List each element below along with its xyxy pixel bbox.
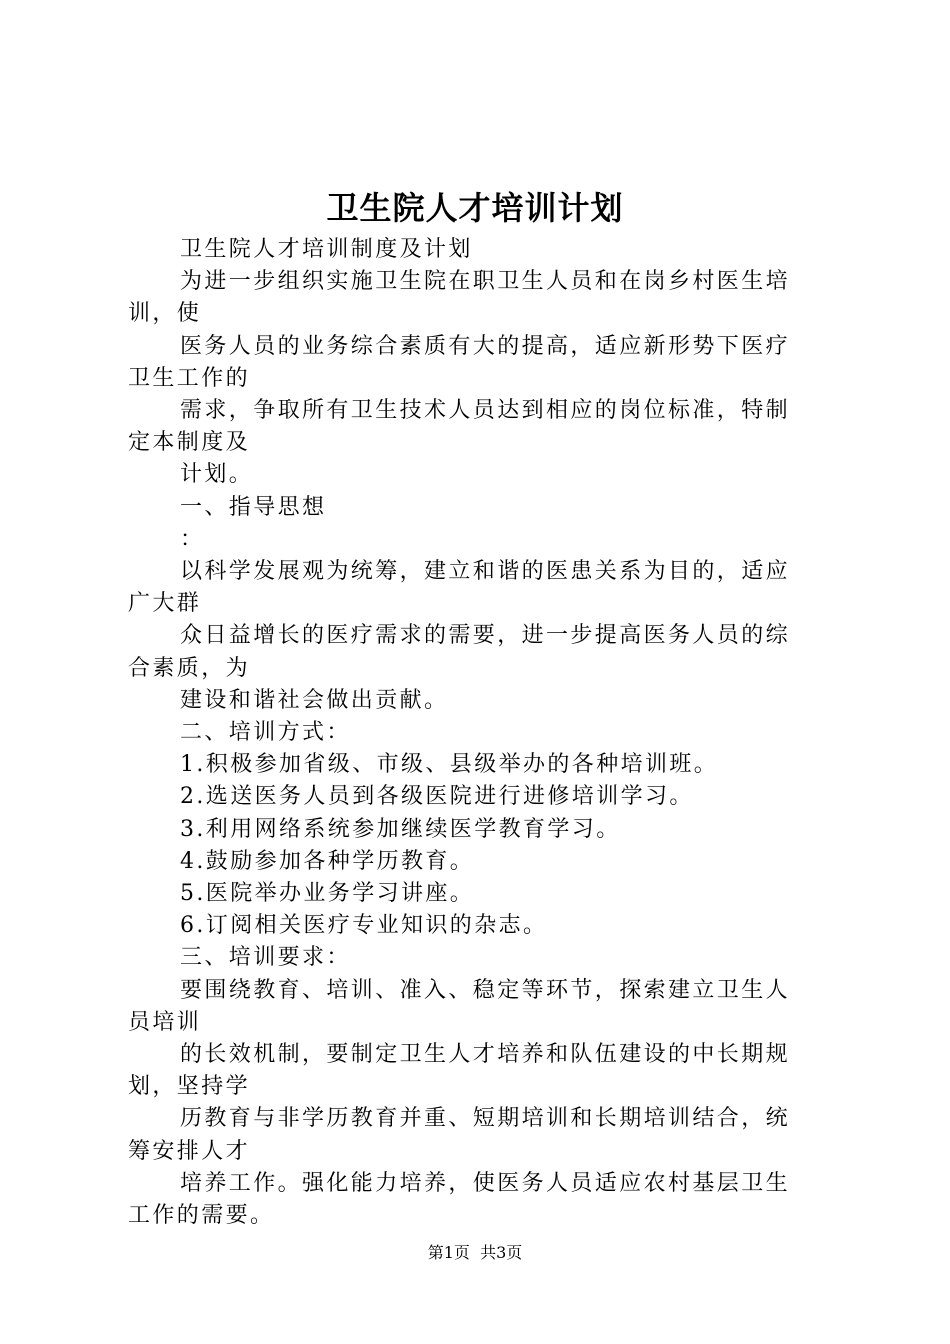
paragraph (128, 975, 833, 1039)
text-line: 员培训 (128, 1009, 202, 1035)
paragraph (128, 814, 833, 846)
paragraph (128, 749, 833, 781)
paragraph (128, 846, 833, 878)
paragraph (128, 910, 833, 942)
text-line: 6.订阅相关医疗专业知识的杂志。 (180, 913, 548, 939)
text-line: 的长效机制，要制定卫生人才培养和队伍建设的中长期规 (180, 1042, 791, 1068)
text-line: 3.利用网络系统参加继续医学教育学习。 (180, 816, 621, 842)
text-line: 定本制度及 (128, 430, 251, 456)
text-line: 历教育与非学历教育并重、短期培训和长期培训结合，统 (180, 1106, 791, 1132)
text-line: 一、指导思想 (180, 494, 327, 520)
paragraph (128, 234, 833, 266)
text-line: 合素质，为 (128, 655, 251, 681)
text-line: 划，坚持学 (128, 1074, 251, 1100)
page-number: 第1页 (427, 1243, 470, 1262)
paragraph (128, 878, 833, 910)
text-line: 4.鼓励参加各种学历教育。 (180, 848, 475, 874)
paragraph (128, 266, 833, 330)
paragraph (128, 1039, 833, 1103)
document-title: 卫生院人才培训计划 (326, 189, 624, 227)
text-line: 筹安排人才 (128, 1138, 251, 1164)
text-line: 2.选送医务人员到各级医院进行进修培训学习。 (180, 784, 694, 810)
text-line: 卫生院人才培训制度及计划 (180, 237, 473, 262)
paragraph (128, 1103, 833, 1167)
paragraph (128, 459, 833, 491)
paragraph (128, 331, 833, 395)
text-line: 工作的需要。 (128, 1203, 275, 1229)
text-line: 要围绕教育、培训、准入、稳定等环节，探索建立卫生人 (180, 977, 791, 1003)
paragraph (128, 942, 833, 974)
text-line: 训，使 (128, 301, 202, 327)
text-line: 建设和谐社会做出贡献。 (180, 687, 449, 713)
page-total: 共3页 (480, 1243, 523, 1262)
text-line: 医务人员的业务综合素质有大的提高，适应新形势下医疗 (180, 333, 791, 359)
text-line: 1.积极参加省级、市级、县级举办的各种培训班。 (180, 752, 719, 778)
paragraph (128, 685, 833, 717)
text-line: 卫生工作的 (128, 365, 251, 391)
text-line: 三、培训要求： (180, 945, 351, 971)
paragraph (128, 717, 833, 749)
paragraph (128, 524, 833, 556)
text-line: 为进一步组织实施卫生院在职卫生人员和在岗乡村医生培 (180, 269, 791, 295)
paragraph (128, 492, 833, 524)
text-line: 计划。 (180, 462, 254, 488)
text-line: 以科学发展观为统筹，建立和谐的医患关系为目的，适应 (180, 559, 791, 585)
document-body (128, 234, 833, 1232)
paragraph (128, 620, 833, 684)
paragraph (128, 781, 833, 813)
text-line: 培养工作。强化能力培养，使医务人员适应农村基层卫生 (180, 1170, 791, 1196)
text-line: 众日益增长的医疗需求的需要，进一步提高医务人员的综 (180, 623, 791, 649)
text-line: 需求，争取所有卫生技术人员达到相应的岗位标准，特制 (180, 398, 791, 424)
text-line: 二、培训方式： (180, 720, 351, 746)
text-line: ： (180, 526, 205, 552)
paragraph (128, 395, 833, 459)
paragraph (128, 1168, 833, 1232)
text-line: 5.医院举办业务学习讲座。 (180, 881, 475, 907)
text-line: 广大群 (128, 591, 202, 617)
page-footer (0, 1241, 950, 1265)
paragraph (128, 556, 833, 620)
